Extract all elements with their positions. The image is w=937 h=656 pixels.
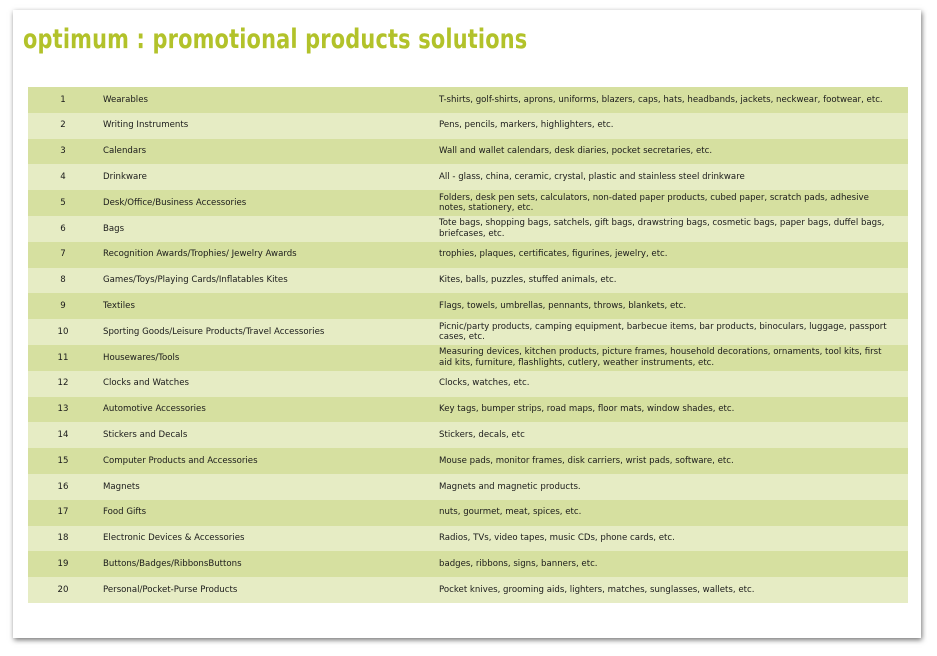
product-category: Buttons/Badges/RibbonsButtons [103,559,242,570]
product-examples: All - glass, china, ceramic, crystal, plastic and stainless steel drinkware [439,172,745,183]
row-number: 5 [60,197,66,208]
table-row [28,397,908,423]
row-number: 13 [57,404,69,415]
row-number: 19 [57,559,69,570]
page-title: optimum : promotional products solutions [23,24,528,55]
products-table [28,87,908,603]
table-row [28,345,908,371]
table-row [28,422,908,448]
product-examples: Clocks, watches, etc. [439,378,530,389]
product-category: Writing Instruments [103,120,189,131]
table-row [28,500,908,526]
row-number: 18 [57,533,69,544]
product-category: Calendars [103,146,147,157]
product-category: Computer Products and Accessories [103,455,258,466]
row-number: 2 [60,120,66,131]
row-number: 17 [57,507,69,518]
table-row [28,448,908,474]
product-category: Housewares/Tools [103,352,180,363]
row-number: 11 [57,352,69,363]
product-examples: Magnets and magnetic products. [439,481,581,492]
document-page [13,10,921,638]
row-number: 14 [57,430,69,441]
table-row [28,87,908,113]
product-category: Automotive Accessories [103,404,206,415]
product-examples: Kites, balls, puzzles, stuffed animals, etc. [439,275,617,286]
product-category: Recognition Awards/Trophies/ Jewelry Awards [103,249,297,260]
row-number: 1 [60,94,66,105]
product-examples: Picnic/party products, camping equipment, barbecue items, bar products, binoculars, luggage, passport cases, etc. [439,321,887,343]
table-row [28,551,908,577]
product-category: Clocks and Watches [103,378,189,389]
product-category: Stickers and Decals [103,430,188,441]
product-category: Sporting Goods/Leisure Products/Travel Accessories [103,326,325,337]
row-number: 3 [60,146,66,157]
table-row [28,242,908,268]
product-examples: Pocket knives, grooming aids, lighters, matches, sunglasses, wallets, etc. [439,584,755,595]
product-category: Food Gifts [103,507,147,518]
product-examples: Key tags, bumper strips, road maps, floor mats, window shades, etc. [439,404,735,415]
product-examples: Measuring devices, kitchen products, picture frames, household decorations, ornaments, tool kits, first aid kits, furniture, flashlights, cutlery, weather instruments, etc. [439,347,882,368]
table-row [28,164,908,190]
table-row [28,526,908,552]
product-examples: Radios, TVs, video tapes, music CDs, phone cards, etc. [439,533,675,544]
row-number: 8 [60,275,66,286]
product-category: Games/Toys/Playing Cards/Inflatables Kites [103,275,288,286]
table-row [28,113,908,139]
product-category: Wearables [103,94,148,105]
product-examples: trophies, plaques, certificates, figurines, jewelry, etc. [439,249,668,260]
product-examples: Stickers, decals, etc [439,430,525,441]
row-number: 16 [57,481,69,492]
table-row [28,268,908,294]
product-examples: badges, ribbons, signs, banners, etc. [439,559,598,570]
table-row [28,577,908,603]
table-row [28,216,908,242]
table-row [28,293,908,319]
product-category: Textiles [103,301,135,312]
row-number: 6 [60,223,66,234]
table-row [28,319,908,345]
product-category: Electronic Devices & Accessories [103,533,245,544]
table-row [28,190,908,216]
product-examples: nuts, gourmet, meat, spices, etc. [439,507,582,518]
product-category: Drinkware [103,172,147,183]
row-number: 4 [60,172,66,183]
table-row [28,371,908,397]
product-examples: Tote bags, shopping bags, satchels, gift bags, drawstring bags, cosmetic bags, paper bags, duffel bags, briefcases, etc. [439,218,885,239]
row-number: 20 [57,584,69,595]
row-number: 15 [57,455,69,466]
table-row [28,474,908,500]
product-category: Desk/Office/Business Accessories [103,197,247,208]
row-number: 9 [60,301,66,312]
product-category: Personal/Pocket-Purse Products [103,584,238,595]
product-examples: Mouse pads, monitor frames, disk carriers, wrist pads, software, etc. [439,455,734,466]
product-category: Magnets [103,481,140,492]
product-category: Bags [103,223,125,234]
product-examples: Wall and wallet calendars, desk diaries, pocket secretaries, etc. [439,146,713,157]
row-number: 12 [57,378,69,389]
row-number: 7 [60,249,66,260]
table-row [28,139,908,165]
row-number: 10 [57,326,69,337]
product-examples: Pens, pencils, markers, highlighters, etc. [439,120,614,131]
product-examples: T-shirts, golf-shirts, aprons, uniforms, blazers, caps, hats, headbands, jackets, neckwear, footwear, etc. [439,94,883,105]
product-examples: Flags, towels, umbrellas, pennants, throws, blankets, etc. [439,301,687,312]
product-examples: Folders, desk pen sets, calculators, non-dated paper products, cubed paper, scratch pads, adhesive notes, stationery, etc. [439,192,869,214]
